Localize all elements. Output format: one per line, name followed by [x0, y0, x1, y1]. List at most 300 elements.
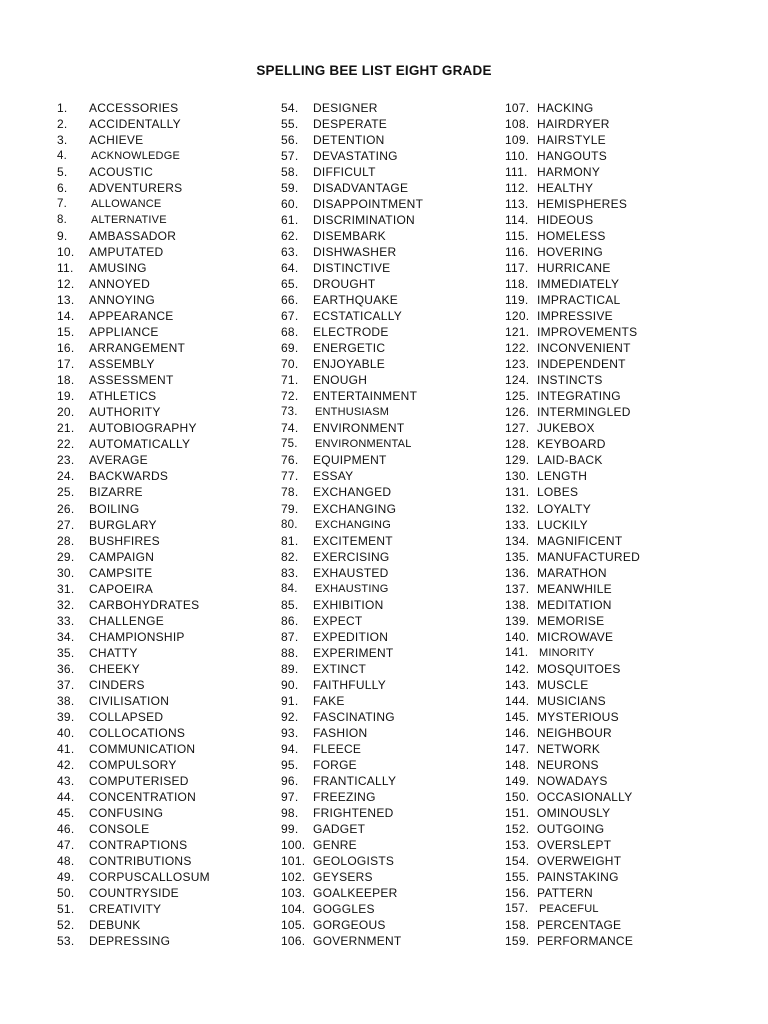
list-item-word: IMPRESSIVE	[537, 309, 613, 324]
list-item-word: EXHAUSTED	[313, 565, 389, 580]
list-item-number: 84.	[281, 582, 298, 595]
list-item-number: 60.	[281, 197, 299, 212]
list-item-word: CONFUSING	[89, 805, 164, 820]
list-item-number: 133.	[505, 517, 530, 532]
list-item-number: 64.	[281, 261, 299, 276]
list-item-word: ESSAY	[313, 469, 354, 484]
list-item-word: ENERGETIC	[313, 341, 386, 356]
list-item-word: CIVILISATION	[89, 693, 170, 708]
list-item-number: 105.	[281, 918, 306, 933]
list-item-number: 45.	[57, 805, 75, 820]
list-item-number: 65.	[281, 277, 299, 292]
list-item-word: MEANWHILE	[537, 581, 612, 596]
list-item-word: MICROWAVE	[537, 629, 614, 644]
list-item-word: EXPERIMENT	[313, 645, 394, 660]
list-item-word: FRANTICALLY	[313, 773, 397, 788]
list-item-number: 13.	[57, 293, 75, 308]
list-item-number: 7.	[57, 198, 68, 211]
list-item-number: 139.	[505, 613, 530, 628]
list-item-word: DEPRESSING	[89, 934, 171, 949]
list-item-number: 11.	[57, 261, 74, 276]
list-item-number: 57.	[281, 149, 299, 164]
list-item-number: 115.	[505, 229, 529, 244]
list-item-word: NETWORK	[537, 741, 601, 756]
list-item-number: 59.	[281, 181, 299, 196]
list-item-number: 82.	[281, 549, 299, 564]
list-item-word: EXERCISING	[313, 549, 390, 564]
list-item-number: 43.	[57, 773, 75, 788]
list-item-number: 156.	[505, 885, 530, 900]
list-item-number: 102.	[281, 869, 306, 884]
list-item-number: 123.	[505, 357, 530, 372]
list-item-number: 61.	[281, 213, 299, 228]
list-item-word: COMMUNICATION	[89, 741, 196, 756]
list-item-number: 83.	[281, 565, 299, 580]
list-item-word: INTERMINGLED	[537, 405, 631, 420]
list-item-number: 52.	[57, 918, 75, 933]
list-item-word: COLLOCATIONS	[89, 725, 186, 740]
list-item-number: 135.	[505, 549, 530, 564]
list-item-number: 40.	[57, 725, 75, 740]
list-item-number: 121.	[505, 325, 530, 340]
list-item-word: FASCINATING	[313, 709, 395, 724]
list-item-word: HAIRSTYLE	[537, 133, 606, 148]
list-item-number: 116.	[505, 245, 529, 260]
list-item-word: AUTOMATICALLY	[89, 437, 191, 452]
list-item-word: DISEMBARK	[313, 229, 386, 244]
list-item-number: 14.	[57, 309, 75, 324]
list-item-word: NEIGHBOUR	[537, 725, 612, 740]
list-item-number: 97.	[281, 789, 299, 804]
list-item-word: AMBASSADOR	[89, 229, 177, 244]
list-item-word: ACCIDENTALLY	[89, 117, 181, 132]
list-item-word: ALTERNATIVE	[91, 214, 167, 227]
list-item-word: BACKWARDS	[89, 469, 169, 484]
list-item-number: 21.	[57, 421, 75, 436]
list-item-number: 146.	[505, 725, 530, 740]
list-item-word: FASHION	[313, 725, 368, 740]
list-item-word: AVERAGE	[89, 453, 148, 468]
list-item-number: 3.	[57, 133, 68, 148]
list-item-word: APPLIANCE	[89, 325, 159, 340]
list-item-number: 136.	[505, 565, 530, 580]
list-item-number: 101.	[281, 853, 306, 868]
list-item-word: FORGE	[313, 757, 357, 772]
list-item-number: 85.	[281, 597, 299, 612]
list-item-number: 154.	[505, 853, 530, 868]
list-item-word: HEALTHY	[537, 181, 594, 196]
list-item-number: 153.	[505, 837, 530, 852]
list-item-word: HEMISPHERES	[537, 197, 628, 212]
list-item-number: 92.	[281, 709, 299, 724]
list-item-word: OVERWEIGHT	[537, 853, 622, 868]
list-item-word: COLLAPSED	[89, 709, 164, 724]
list-item-word: DETENTION	[313, 133, 385, 148]
list-item-word: CORPUSCALLOSUM	[89, 869, 210, 884]
list-item-word: GEYSERS	[313, 869, 373, 884]
list-item-word: LAID-BACK	[537, 453, 603, 468]
list-item-number: 106.	[281, 934, 306, 949]
list-item-word: MUSICIANS	[537, 693, 606, 708]
list-item-word: INDEPENDENT	[537, 357, 626, 372]
list-item-number: 49.	[57, 869, 75, 884]
list-item-word: OMINOUSLY	[537, 805, 611, 820]
list-item-word: ALLOWANCE	[91, 198, 162, 211]
list-item-word: ENOUGH	[313, 373, 368, 388]
list-item-number: 27.	[57, 517, 75, 532]
list-item-word: BURGLARY	[89, 517, 157, 532]
list-item-number: 35.	[57, 645, 75, 660]
list-item-number: 88.	[281, 645, 299, 660]
list-item-word: EXCHANGED	[313, 485, 392, 500]
list-item-number: 16.	[57, 341, 75, 356]
list-item-number: 10.	[57, 245, 75, 260]
list-item-number: 140.	[505, 629, 530, 644]
list-item-word: EXPECT	[313, 613, 363, 628]
list-item-number: 77.	[281, 469, 299, 484]
list-item-number: 93.	[281, 725, 299, 740]
list-item-number: 23.	[57, 453, 75, 468]
list-item-word: GOGGLES	[313, 902, 375, 916]
list-item-word: CONCENTRATION	[89, 789, 197, 804]
list-item-word: PERFORMANCE	[537, 934, 634, 949]
list-item-number: 39.	[57, 709, 75, 724]
list-item-number: 79.	[281, 501, 299, 516]
list-item-word: INSTINCTS	[537, 373, 603, 388]
list-item-number: 80.	[281, 518, 298, 531]
list-item-number: 75.	[281, 438, 298, 451]
list-item-number: 26.	[57, 501, 75, 516]
list-item-number: 96.	[281, 773, 299, 788]
list-item-word: PAINSTAKING	[537, 869, 619, 884]
list-item-word: HOMELESS	[537, 229, 606, 244]
list-item-number: 131.	[505, 485, 530, 500]
list-item-word: APPEARANCE	[89, 309, 174, 324]
list-item-word: HURRICANE	[537, 261, 611, 276]
list-item-word: OUTGOING	[537, 821, 605, 836]
list-item-number: 87.	[281, 629, 299, 644]
list-item-word: ACKNOWLEDGE	[91, 150, 180, 163]
list-item-number: 149.	[505, 773, 530, 788]
list-item-word: FAKE	[313, 693, 345, 708]
list-item-word: ELECTRODE	[313, 325, 389, 340]
list-item-number: 147.	[505, 741, 530, 756]
list-item-number: 20.	[57, 405, 75, 420]
list-item-number: 94.	[281, 741, 299, 756]
list-item-word: NEURONS	[537, 757, 599, 772]
list-item-number: 15.	[57, 325, 75, 340]
list-item-number: 24.	[57, 469, 75, 484]
list-item-number: 18.	[57, 373, 75, 388]
list-item-number: 2.	[57, 117, 68, 132]
list-item-number: 122.	[505, 341, 530, 356]
list-item-word: DEVASTATING	[313, 149, 398, 164]
list-item-word: DISCRIMINATION	[313, 213, 415, 228]
list-item-number: 81.	[281, 533, 299, 548]
list-item-word: CAMPAIGN	[89, 549, 155, 564]
list-item-word: MYSTERIOUS	[537, 709, 619, 724]
list-item-number: 47.	[57, 837, 75, 852]
list-item-word: EXCITEMENT	[313, 533, 393, 548]
list-item-number: 118.	[505, 277, 529, 292]
list-item-word: ARRANGEMENT	[89, 341, 186, 356]
list-item-number: 37.	[57, 677, 75, 692]
list-item-word: OVERSLEPT	[537, 837, 612, 852]
list-item-number: 108.	[505, 117, 530, 132]
list-item-word: PEACEFUL	[539, 903, 599, 915]
list-item-number: 125.	[505, 389, 530, 404]
list-item-number: 127.	[505, 421, 530, 436]
list-item-word: DIFFICULT	[313, 165, 376, 180]
list-item-number: 144.	[505, 693, 530, 708]
list-item-number: 86.	[281, 613, 299, 628]
list-item-number: 72.	[281, 389, 299, 404]
list-item-word: MUSCLE	[537, 677, 589, 692]
list-item-number: 151.	[505, 805, 530, 820]
list-item-number: 112.	[505, 181, 529, 196]
list-item-word: CONTRIBUTIONS	[89, 853, 192, 868]
list-item-word: FRIGHTENED	[313, 805, 394, 820]
list-item-number: 74.	[281, 421, 299, 436]
list-item-word: EXPEDITION	[313, 629, 389, 644]
list-item-word: COUNTRYSIDE	[89, 885, 179, 900]
list-item-word: ACHIEVE	[89, 133, 144, 148]
list-item-word: CHALLENGE	[89, 613, 164, 628]
list-item-word: EXHIBITION	[313, 597, 384, 612]
list-item-number: 119.	[505, 293, 529, 308]
list-item-number: 76.	[281, 453, 299, 468]
list-item-number: 1.	[57, 101, 68, 115]
list-item-number: 51.	[57, 902, 75, 916]
list-item-word: INTEGRATING	[537, 389, 621, 404]
list-item-number: 155.	[505, 869, 530, 884]
list-item-number: 46.	[57, 821, 75, 836]
list-item-word: ATHLETICS	[89, 389, 157, 404]
list-item-number: 22.	[57, 437, 75, 452]
list-item-word: DROUGHT	[313, 277, 376, 292]
list-item-number: 111.	[505, 165, 528, 180]
list-item-word: EQUIPMENT	[313, 453, 387, 468]
list-item-word: EXCHANGING	[315, 518, 391, 531]
list-item-word: DISADVANTAGE	[313, 181, 409, 196]
list-item-number: 55.	[281, 117, 299, 132]
list-item-number: 62.	[281, 229, 299, 244]
list-item-number: 70.	[281, 357, 299, 372]
list-item-number: 38.	[57, 693, 75, 708]
list-item-word: HIDEOUS	[537, 213, 594, 228]
list-item-number: 56.	[281, 133, 299, 148]
list-item-word: IMPROVEMENTS	[537, 325, 638, 340]
list-item-number: 110.	[505, 149, 529, 164]
list-item-number: 98.	[281, 805, 299, 820]
list-item-word: HOVERING	[537, 245, 604, 260]
list-item-number: 19.	[57, 389, 75, 404]
list-item-word: CHAMPIONSHIP	[89, 629, 185, 644]
list-item-number: 28.	[57, 533, 75, 548]
list-item-word: AMPUTATED	[89, 245, 164, 260]
list-item-word: LUCKILY	[537, 517, 588, 532]
list-item-number: 107.	[505, 101, 530, 115]
list-item-number: 6.	[57, 181, 68, 196]
list-item-word: FAITHFULLY	[313, 677, 386, 692]
list-item-number: 150.	[505, 789, 530, 804]
list-item-number: 25.	[57, 485, 75, 500]
list-item-number: 100.	[281, 837, 306, 852]
list-item-number: 138.	[505, 597, 530, 612]
list-item-number: 54.	[281, 101, 299, 115]
list-item-number: 103.	[281, 885, 306, 900]
list-item-word: CONTRAPTIONS	[89, 837, 188, 852]
list-item-number: 130.	[505, 469, 530, 484]
page-title: SPELLING BEE LIST EIGHT GRADE	[256, 63, 492, 78]
list-item-word: CHATTY	[89, 645, 138, 660]
list-item-word: IMPRACTICAL	[537, 293, 621, 308]
list-item-word: ENJOYABLE	[313, 357, 386, 372]
list-item-number: 132.	[505, 501, 530, 516]
list-item-number: 143.	[505, 677, 530, 692]
list-item-number: 44.	[57, 789, 75, 804]
list-item-number: 90.	[281, 677, 299, 692]
list-item-word: GEOLOGISTS	[313, 853, 395, 868]
list-item-word: CONSOLE	[89, 821, 150, 836]
list-item-word: BUSHFIRES	[89, 533, 160, 548]
list-item-word: EARTHQUAKE	[313, 293, 398, 308]
list-item-number: 91.	[281, 693, 299, 708]
list-item-word: LOYALTY	[537, 501, 591, 516]
list-item-word: ACCESSORIES	[89, 101, 179, 115]
list-item-word: ACOUSTIC	[89, 165, 154, 180]
list-item-number: 58.	[281, 165, 299, 180]
list-item-word: ENTHUSIASM	[315, 406, 390, 419]
list-item-number: 8.	[57, 214, 68, 227]
list-item-number: 53.	[57, 934, 75, 949]
list-item-word: FREEZING	[313, 789, 376, 804]
list-item-word: DESPERATE	[313, 117, 388, 132]
list-item-number: 142.	[505, 661, 530, 676]
list-item-word: ANNOYED	[89, 277, 151, 292]
list-item-word: MAGNIFICENT	[537, 533, 623, 548]
list-item-word: CHEEKY	[89, 661, 140, 676]
list-item-number: 120.	[505, 309, 530, 324]
list-item-number: 104.	[281, 902, 306, 916]
list-item-number: 9.	[57, 229, 68, 244]
list-item-number: 66.	[281, 293, 299, 308]
list-item-word: INCONVENIENT	[537, 341, 631, 356]
list-item-word: MINORITY	[539, 646, 595, 659]
list-item-word: DEBUNK	[89, 918, 141, 933]
list-item-word: GADGET	[313, 821, 366, 836]
list-item-word: HAIRDRYER	[537, 117, 610, 132]
list-item-number: 114.	[505, 213, 529, 228]
list-item-word: LENGTH	[537, 469, 588, 484]
list-item-number: 69.	[281, 341, 299, 356]
list-item-number: 126.	[505, 405, 530, 420]
list-item-number: 68.	[281, 325, 299, 340]
list-item-word: DISHWASHER	[313, 245, 397, 260]
list-item-word: ENTERTAINMENT	[313, 389, 418, 404]
list-item-word: CREATIVITY	[89, 902, 162, 916]
list-item-word: ENVIRONMENTAL	[315, 438, 412, 451]
list-item-word: AMUSING	[89, 261, 147, 276]
list-item-word: CAMPSITE	[89, 565, 153, 580]
list-item-number: 42.	[57, 757, 75, 772]
list-item-number: 113.	[505, 197, 529, 212]
list-item-number: 129.	[505, 453, 530, 468]
list-item-word: LOBES	[537, 485, 579, 500]
list-item-word: MOSQUITOES	[537, 661, 621, 676]
list-item-word: ANNOYING	[89, 293, 156, 308]
list-item-word: EXHAUSTING	[315, 582, 389, 595]
list-item-number: 158.	[505, 918, 530, 933]
list-item-word: MARATHON	[537, 565, 607, 580]
list-item-number: 141.	[505, 646, 529, 659]
list-item-word: COMPUTERISED	[89, 773, 189, 788]
list-item-word: AUTHORITY	[89, 405, 161, 420]
list-item-number: 95.	[281, 757, 299, 772]
list-item-word: CINDERS	[89, 677, 145, 692]
list-item-word: DESIGNER	[313, 101, 378, 115]
list-item-word: HACKING	[537, 101, 594, 115]
list-item-number: 159.	[505, 934, 530, 949]
list-item-number: 99.	[281, 821, 299, 836]
list-item-number: 148.	[505, 757, 530, 772]
list-item-word: DISAPPOINTMENT	[313, 197, 424, 212]
list-item-word: FLEECE	[313, 741, 362, 756]
list-item-number: 34.	[57, 629, 75, 644]
list-item-word: ECSTATICALLY	[313, 309, 403, 324]
list-item-word: ASSEMBLY	[89, 357, 155, 372]
list-item-word: GENRE	[313, 837, 357, 852]
list-item-word: CAPOEIRA	[89, 581, 154, 596]
list-item-number: 145.	[505, 709, 530, 724]
list-item-number: 31.	[57, 581, 75, 596]
list-item-word: AUTOBIOGRAPHY	[89, 421, 197, 436]
list-item-word: EXCHANGING	[313, 501, 397, 516]
list-item-word: PATTERN	[537, 885, 593, 900]
list-item-number: 5.	[57, 165, 68, 180]
list-item-word: NOWADAYS	[537, 773, 608, 788]
list-item-word: GOVERNMENT	[313, 934, 402, 949]
list-item-word: OCCASIONALLY	[537, 789, 633, 804]
list-item-number: 41.	[57, 741, 75, 756]
list-item-number: 134.	[505, 533, 530, 548]
list-item-number: 78.	[281, 485, 299, 500]
list-item-number: 63.	[281, 245, 299, 260]
list-item-word: MANUFACTURED	[537, 549, 641, 564]
list-item-word: MEMORISE	[537, 613, 605, 628]
list-item-number: 124.	[505, 373, 530, 388]
list-item-number: 67.	[281, 309, 299, 324]
list-item-word: GORGEOUS	[313, 918, 386, 933]
list-item-number: 29.	[57, 549, 75, 564]
list-item-number: 117.	[505, 261, 529, 276]
list-item-word: HARMONY	[537, 165, 601, 180]
list-item-number: 36.	[57, 661, 75, 676]
list-item-number: 4.	[57, 150, 68, 163]
list-item-word: PERCENTAGE	[537, 918, 622, 933]
list-item-word: HANGOUTS	[537, 149, 608, 164]
list-item-number: 32.	[57, 597, 75, 612]
list-item-number: 73.	[281, 406, 298, 419]
list-item-word: DISTINCTIVE	[313, 261, 391, 276]
list-item-number: 30.	[57, 565, 75, 580]
list-item-word: BIZARRE	[89, 485, 143, 500]
list-item-word: EXTINCT	[313, 661, 367, 676]
list-item-number: 33.	[57, 613, 75, 628]
list-item-word: CARBOHYDRATES	[89, 597, 200, 612]
list-item-word: COMPULSORY	[89, 757, 177, 772]
list-item-number: 109.	[505, 133, 530, 148]
